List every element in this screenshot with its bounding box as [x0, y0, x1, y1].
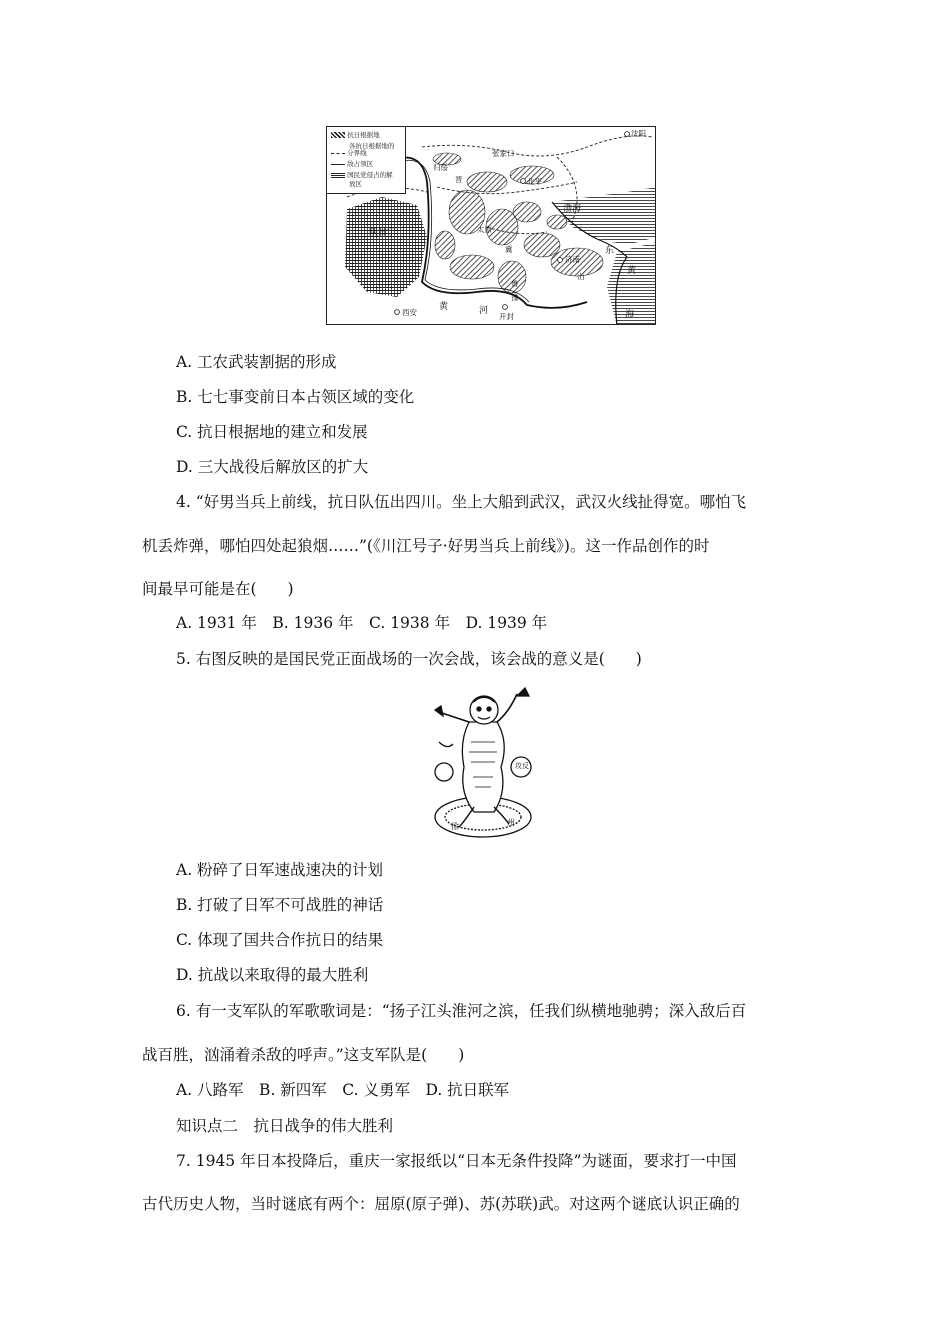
label-hai: 海 — [625, 310, 635, 320]
label-shenyang: 沈阳 — [631, 129, 646, 138]
legend-boundary-text-1: 各抗日根据地的 — [349, 142, 395, 150]
q4-stem-line1: 4. “好男当兵上前线，抗日队伍出四川。坐上大船到武汉，武汉火线扯得宽。哪怕飞 — [176, 493, 747, 511]
q3-option-c: C. 抗日根据地的建立和发展 — [176, 423, 368, 441]
label-jin: 晋 — [455, 175, 463, 184]
q7-stem-line1: 7. 1945 年日本投降后，重庆一家报纸以“日本无条件投降”为谜面，要求打一中国 — [176, 1152, 737, 1170]
label-shan: 山 — [577, 272, 585, 281]
legend-kmt: 国民党侵占的解 — [331, 171, 393, 179]
q3-option-d: D. 三大战役后解放区的扩大 — [176, 458, 369, 476]
q4-stem-line2: 机丢炸弹，哪怕四处起狼烟……”(《川江号子·好男当兵上前线》)。这一作品创作的时 — [142, 537, 710, 555]
label-lu: 鲁 — [511, 279, 519, 288]
q7-stem-line2: 古代历史人物，当时谜底有两个：屈原(原子弹)、苏(苏联)武。对这两个谜底认识正确的 — [142, 1195, 740, 1213]
cartoon-label-right: 州 — [507, 818, 515, 827]
q6-stem-line1: 6. 有一支军队的军歌歌词是：“扬子江头淮河之滨，任我们纵横地驰骋；深入敌后百 — [176, 1002, 747, 1020]
q5-option-b: B. 打破了日军不可战胜的神话 — [176, 896, 384, 914]
q6-options: A. 八路军 B. 新四军 C. 义勇军 D. 抗日联军 — [176, 1081, 510, 1099]
label-beiping: 北平 — [527, 177, 542, 186]
xuzhou-cartoon — [429, 682, 537, 842]
base-areas-map — [326, 126, 656, 325]
label-huang-river-1: 黄 — [439, 302, 449, 312]
label-zhangjiakou: 张家口 — [492, 149, 515, 158]
legend-kmt-text-2: 放区 — [349, 180, 362, 188]
label-guisui: 归绥 — [433, 163, 448, 172]
q5-option-a: A. 粉碎了日军速战速决的计划 — [176, 861, 384, 879]
shaanganning-region — [345, 197, 427, 297]
cartoon-tag: 攻反 — [515, 762, 529, 770]
q4-options: A. 1931 年 B. 1936 年 C. 1938 年 D. 1939 年 — [176, 614, 548, 632]
label-xian: 西安 — [402, 308, 417, 317]
bohai-sea — [552, 187, 656, 245]
q4-stem-line3: 间最早可能是在( ) — [142, 580, 294, 598]
cartoon-label-left: 徐 — [451, 822, 459, 831]
q5-option-c: C. 体现了国共合作抗日的结果 — [176, 931, 384, 949]
q6-stem-line2: 战百胜，汹涌着杀敌的呼声。”这支军队是( ) — [142, 1046, 465, 1064]
label-bohai: 渤海 — [563, 204, 582, 214]
label-huang-sea: 黄 — [627, 266, 637, 276]
q3-option-a: A. 工农武装割据的形成 — [176, 353, 337, 371]
map-legend — [327, 127, 406, 194]
legend-base-area: 抗日根据地 — [331, 131, 380, 139]
legend-occupied: 敌占领区 — [331, 160, 373, 168]
label-jinan: 济南 — [565, 255, 580, 264]
label-taiyuan: 太原 — [477, 225, 492, 234]
label-kaifeng: 开封 — [499, 312, 514, 321]
label-ji: 冀 — [505, 245, 513, 254]
q5-stem: 5. 右图反映的是国民党正面战场的一次会战，该会战的意义是( ) — [176, 650, 642, 668]
label-huang-river-2: 河 — [479, 306, 489, 316]
legend-boundary: 分界线 — [331, 149, 367, 157]
label-yu: 豫 — [511, 293, 519, 302]
section-heading: 知识点二 抗日战争的伟大胜利 — [176, 1117, 394, 1135]
label-shaanganning: 陕甘宁 — [369, 228, 397, 238]
q5-option-d: D. 抗战以来取得的最大胜利 — [176, 966, 369, 984]
q3-option-b: B. 七七事变前日本占领区域的变化 — [176, 388, 415, 406]
label-dong: 东 — [605, 246, 615, 256]
